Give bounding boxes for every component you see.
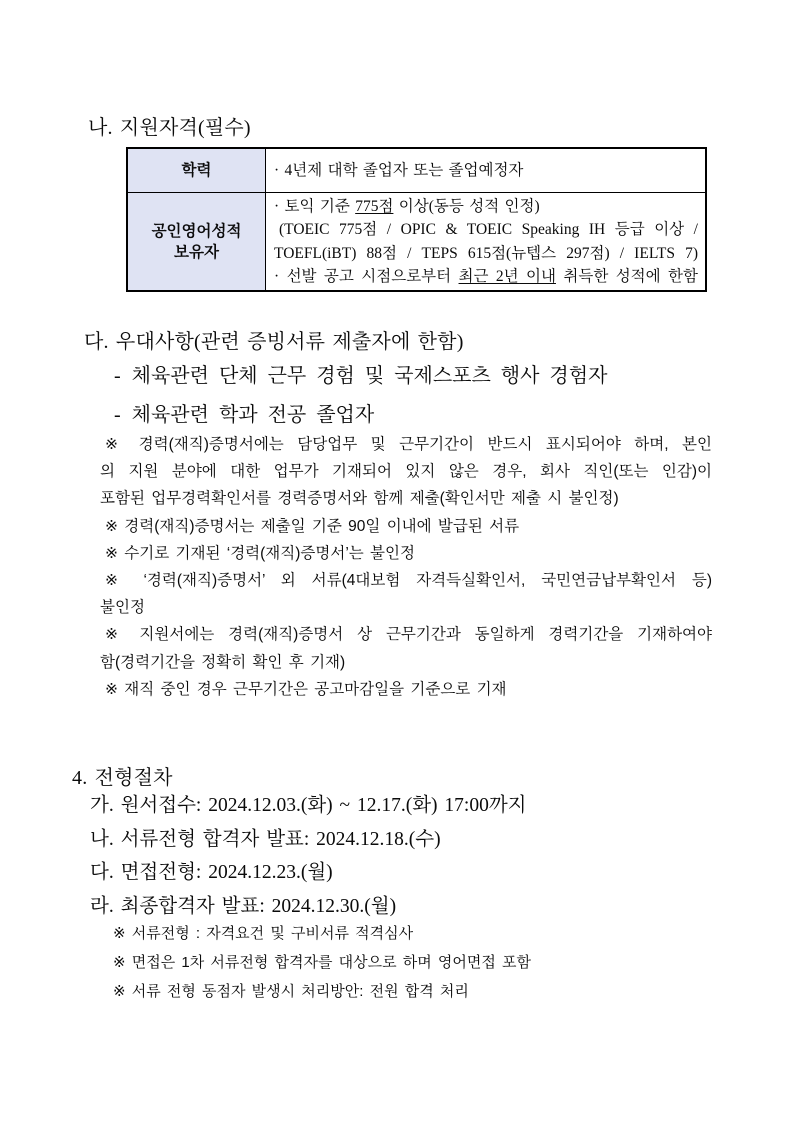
step-final-result: 라. 최종합격자 발표: 2024.12.30.(월) [90,895,397,917]
english-score-content-cell [266,193,705,290]
note-issue-date: ※ 경력(재직)증명서는 제출일 기준 90일 이내에 발급된 서류 [105,517,520,535]
note-career-cert-line-1: ※ 경력(재직)증명서에는 담당업무 및 근무기간이 반드시 표시되어야 하며, 본인 [105,436,712,453]
note-career-cert-line-2: 의 지원 분야에 대한 업무가 기재되어 있지 않은 경우, 회사 직인(또는 인감)이 [100,463,712,481]
preference-item-1-text: 체육관련 단체 근무 경험 및 국제스포츠 행사 경험자 [131,365,608,387]
english-requirement-line-3: TOEFL(iBT) 88점 / TEPS 615점(뉴텝스 297점) / IELTS 7) [274,244,698,262]
education-requirement: · 4년제 대학 졸업자 또는 졸업예정자 [274,161,524,179]
score-validity-suffix: 취득한 성적에 한함 [555,268,698,286]
english-score-header-line2: 보유자 [174,243,219,261]
process-subnotes [113,919,531,1006]
preference-item-1 [114,359,607,388]
english-score-header-cell [128,193,266,290]
section-c-title: 다. 우대사항(관련 증빙서류 제출자에 한함) [84,331,464,353]
toeic-baseline-suffix: 이상(동등 성적 인정) [393,198,540,215]
toeic-baseline-text: · 토익 기준 [274,198,356,215]
note-other-docs-line-2: 불인정 [100,599,145,617]
score-validity-underlined: 최근 2년 이내 [458,268,556,286]
qualification-table [126,147,707,292]
step-application: 가. 원서접수: 2024.12.03.(화) ~ 12.17.(화) 17:00까지 [90,795,527,816]
subnote-interview-scope: ※ 면접은 1차 서류전형 합격자를 대상으로 하며 영어면접 포함 [113,954,532,971]
education-header-label: 학력 [181,162,212,179]
note-handwritten: ※ 수기로 기재된 ‘경력(재직)증명서’는 불인정 [105,544,415,562]
score-validity-text: · 선발 공고 시점으로부터 [274,268,459,286]
english-score-header-line1: 공인영어성적 [151,222,242,240]
note-career-cert-line-3: 포함된 업무경력확인서를 경력증명서와 함께 제출(확인서만 제출 시 불인정) [100,490,619,508]
note-other-docs-line-1: ※ ‘경력(재직)증명서’ 외 서류(4대보험 자격득실확인서, 국민연금납부확인서 등) [105,572,712,590]
english-requirement-line-1 [274,195,698,218]
subnote-tie-handling: ※ 서류 전형 동점자 발생시 처리방안: 전원 합격 처리 [113,983,469,1000]
step-document-result: 나. 서류전형 합격자 발표: 2024.12.18.(수) [90,828,441,850]
note-application-period-line-2: 함(경력기간을 정확히 확인 후 기재) [100,653,346,671]
step-interview: 다. 면접전형: 2024.12.23.(월) [90,862,333,883]
dash-marker: - [114,404,121,426]
dash-marker: - [114,365,121,387]
note-current-employment: ※ 재직 중인 경우 근무기간은 공고마감일을 기준으로 기재 [105,680,507,698]
preference-item-2 [114,398,374,427]
education-header-cell [128,149,266,193]
english-requirement-line-2: (TOEIC 775점 / OPIC & TOEIC Speaking IH 등급 이상 / [279,221,698,239]
section-4-title: 4. 전형절차 [72,767,173,789]
toeic-score-underlined: 775점 [355,198,394,215]
preference-item-2-text: 체육관련 학과 전공 졸업자 [131,404,375,426]
education-content-cell [266,149,705,193]
english-requirement-line-4 [274,265,698,288]
section-b-title: 나. 지원자격(필수) [88,117,251,139]
process-steps [90,789,527,923]
subnote-document-screening: ※ 서류전형 : 자격요건 및 구비서류 적격심사 [113,925,414,942]
preference-notes [100,431,712,703]
note-application-period-line-1: ※ 지원서에는 경력(재직)증명서 상 근무기간과 동일하게 경력기간을 기재하여야 [105,626,712,644]
